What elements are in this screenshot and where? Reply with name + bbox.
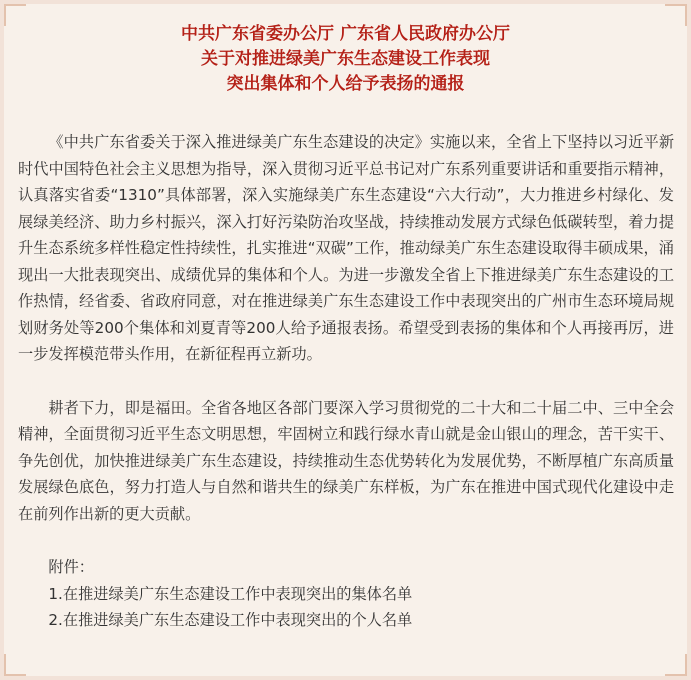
corner-ornament [665, 654, 687, 676]
corner-ornament [4, 654, 26, 676]
body-paragraph-1: 《中共广东省委关于深入推进绿美广东生态建设的决定》实施以来，全省上下坚持以习近平新时代中国特色社会主义思想为指导，深入贯彻习近平总书记对广东系列重要讲话和重要指示精神，认真落实省委“1310”具体部署，深入实施绿美广东生态建设“六大行动”，大力推进乡村绿化、发展绿美经济、助力乡村振兴，深入打好污染防治攻坚战，持续推动发展方式绿色低碳转型，着力提升生态系统多样性稳定性持续性，扎实推进“双碳”工作，推动绿美广东生态建设取得丰硕成果，涌现出一大批表现突出、成绩优异的集体和个人。为进一步激发全省上下推进绿美广东生态建设的工作热情，经省委、省政府同意，对在推进绿美广东生态建设工作中表现突出的广州市生态环境局规划财务处等200个集体和刘夏青等200人给予通报表扬。希望受到表扬的集体和个人再接再厉，进一步发挥模范带头作用，在新征程再立新功。 [18, 133, 674, 363]
paragraph-spacer [18, 368, 674, 395]
attachments-section [18, 554, 674, 634]
body-paragraph-2: 耕者下力，即是福田。全省各地区各部门要深入学习贯彻党的二十大和二十届二中、三中全会精神，全面贯彻习近平生态文明思想，牢固树立和践行绿水青山就是金山银山的理念，苦干实干、争先创优，加快推进绿美广东生态建设，持续推动生态优势转化为发展优势，不断厚植广东高质量发展绿色底色，努力打造人与自然和谐共生的绿美广东样板，为广东在推进中国式现代化建设中走在前列作出新的更大贡献。 [18, 398, 674, 523]
attachment-item-1: 1.在推进绿美广东生态建设工作中表现突出的集体名单 [48, 584, 413, 603]
title-line-1: 中共广东省委办公厅 广东省人民政府办公厅 [181, 24, 510, 44]
title-line-3: 突出集体和个人给予表扬的通报 [226, 74, 465, 94]
paragraph-spacer [18, 527, 674, 554]
attachments-label: 附件： [48, 558, 94, 576]
notice-body [18, 129, 674, 634]
attachment-item-2: 2.在推进绿美广东生态建设工作中表现突出的个人名单 [48, 611, 413, 629]
notice-title [4, 22, 687, 97]
title-line-2: 关于对推进绿美广东生态建设工作表现 [201, 49, 490, 69]
